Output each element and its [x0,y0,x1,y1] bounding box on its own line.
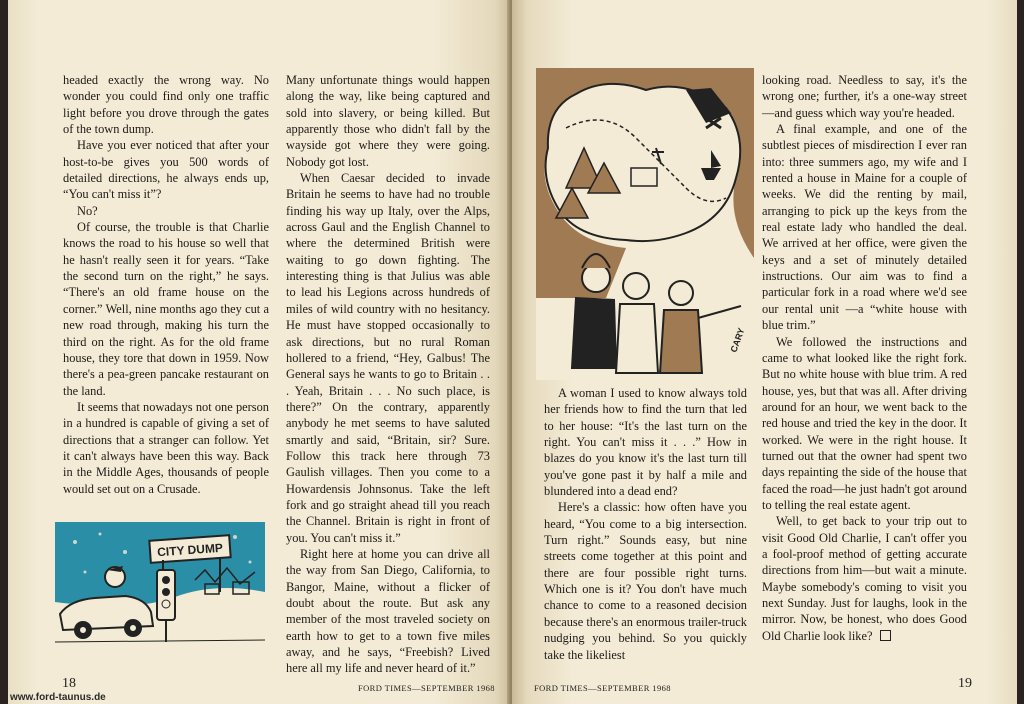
paragraph: Well, to get back to your trip out to visit Good Old Charlie, I can't offer you a fool-proof method of getting accurate directions from him—but wait a minute. Maybe somebody's coming to visit you next Sunday. Just for laughs, look in the mirror. Now, be honest, who does Good Old Charlie look like? [762,514,967,643]
paragraph: Here's a classic: how often have you heard, “You come to a big intersection. Turn right.” Sounds easy, but nine streets come together at this point and there are four possible right turns. Which one is it? You don't have much chance to come to a reasoned decision because there's an enormous trailer-truck nudging you behind. So you quickly take the likeliest [544,500,747,662]
paragraph: looking road. Needless to say, it's the wrong one; further, it's a one-way street—and guess which way you're headed. [762,73,967,120]
watermark: www.ford-taunus.de [10,692,106,703]
left-column-1 [63,72,269,497]
paragraph: We followed the instructions and came to what looked like the right fork. But no white house with blue trim. A red house, yes, but that was all. After driving around for an hour, we went back to the red house and tried the key in the door. It worked. We were in the right house. It turned out that the owner had spent two days repainting the side of the house that faced the road—he just hadn't got around to telling the real estate agent. [762,334,967,512]
left-column-2 [286,72,490,677]
footer-left: FORD TIMES—SEPTEMBER 1968 [358,683,495,693]
paragraph: Many unfortunate things would happen along the way, like being captured and sold into slavery, or being killed. But apparently those who didn't fall by the wayside got where they were going. Nobody got lost. [286,73,490,169]
page-number-left: 18 [62,676,76,691]
paragraph: Of course, the trouble is that Charlie knows the road to his house so well that he hasn't really seen it for years. “Take the second turn on the right,” he says. “There's an old frame house on the corner.” Well, nine months ago they cut a new road through, making his turn the third on the right. As for the old frame house, they tore that down in 1959. Now there's a pea-green pancake restaurant on the land. [63,220,269,398]
right-column-2 [762,72,967,644]
paragraph: It seems that nowadays not one person in a hundred is capable of giving a set of directions that a stranger can follow. Yet it can't always have been this way. Back in the Middle Ages, thousands of people would set out on a Crusade. [63,399,269,496]
right-page [512,0,1017,704]
city-dump-sign: CITY DUMP [156,540,224,560]
footer-right: FORD TIMES—SEPTEMBER 1968 [534,683,671,693]
paragraph: When Caesar decided to invade Britain he seems to have had no trouble finding his way up Italy, over the Alps, across Gaul and the English Channel to where the determined British were waiting to go down fighting. The interesting thing is that Julius was able to lead his Legions across hundreds of miles of wild country with no hesitancy. He must have stopped occasionally to ask directions, but no rural Roman hollered to a friend, “Hey, Galbus! The General says he wants to go to Britain . . . Yeah, Britain . . . No such place, is there?” On the contrary, apparently anybody he met seems to have saluted smartly and said, “Britain, sir? Sure. Follow this track here through 73 Gaulish villages. Then you come to a Howardensis Johnsonus. Take the left fork and go straight ahead till you reach the Channel. Britain is right in front of you. You can't miss it.” [286,171,490,545]
page-number-right: 19 [958,676,972,691]
paragraph: Have you ever noticed that after your host-to-be gives you 500 words of detailed directions, he always ends up, “You can't miss it”? [63,138,269,202]
end-mark-icon [880,630,891,641]
right-column-1 [544,385,747,663]
paragraph: No? [77,203,98,218]
left-page [8,0,510,704]
paragraph: headed exactly the wrong way. No wonder you could find only one traffic light before you drove through the gates of the town dump. [63,73,269,137]
romans-with-map-illustration [536,68,754,380]
artist-signature: CARY [728,326,747,354]
paragraph: Right here at home you can drive all the way from San Diego, California, to Bangor, Maine, without a flicker of doubt about the route. But ask any member of the most traveled society on earth how to get to a town five miles away, and he says, “Freebish? Lived here all my life and never heard of it.” [286,546,490,676]
paragraph: A final example, and one of the subtlest pieces of misdirection I ever ran into: three summers ago, my wife and I rented a house in Maine for a couple of weeks. We did the renting by mail, arranging to pick up the keys from the real estate lady who handled the deal. We arrived at her office, were given the keys and a set of minutely detailed instructions. Our aim was to find a particular fork in a road where we'd see our rental unit —a “white house with blue trim.” [762,122,967,333]
paragraph: A woman I used to know always told her friends how to find the turn that led to her house: “It's the last turn on the right. You can't miss it . . .” How in blazes do you know it's the last turn till you've gone past it by half a mile and blundered into a dead end? [544,386,747,499]
car-at-dump-illustration [55,522,265,652]
